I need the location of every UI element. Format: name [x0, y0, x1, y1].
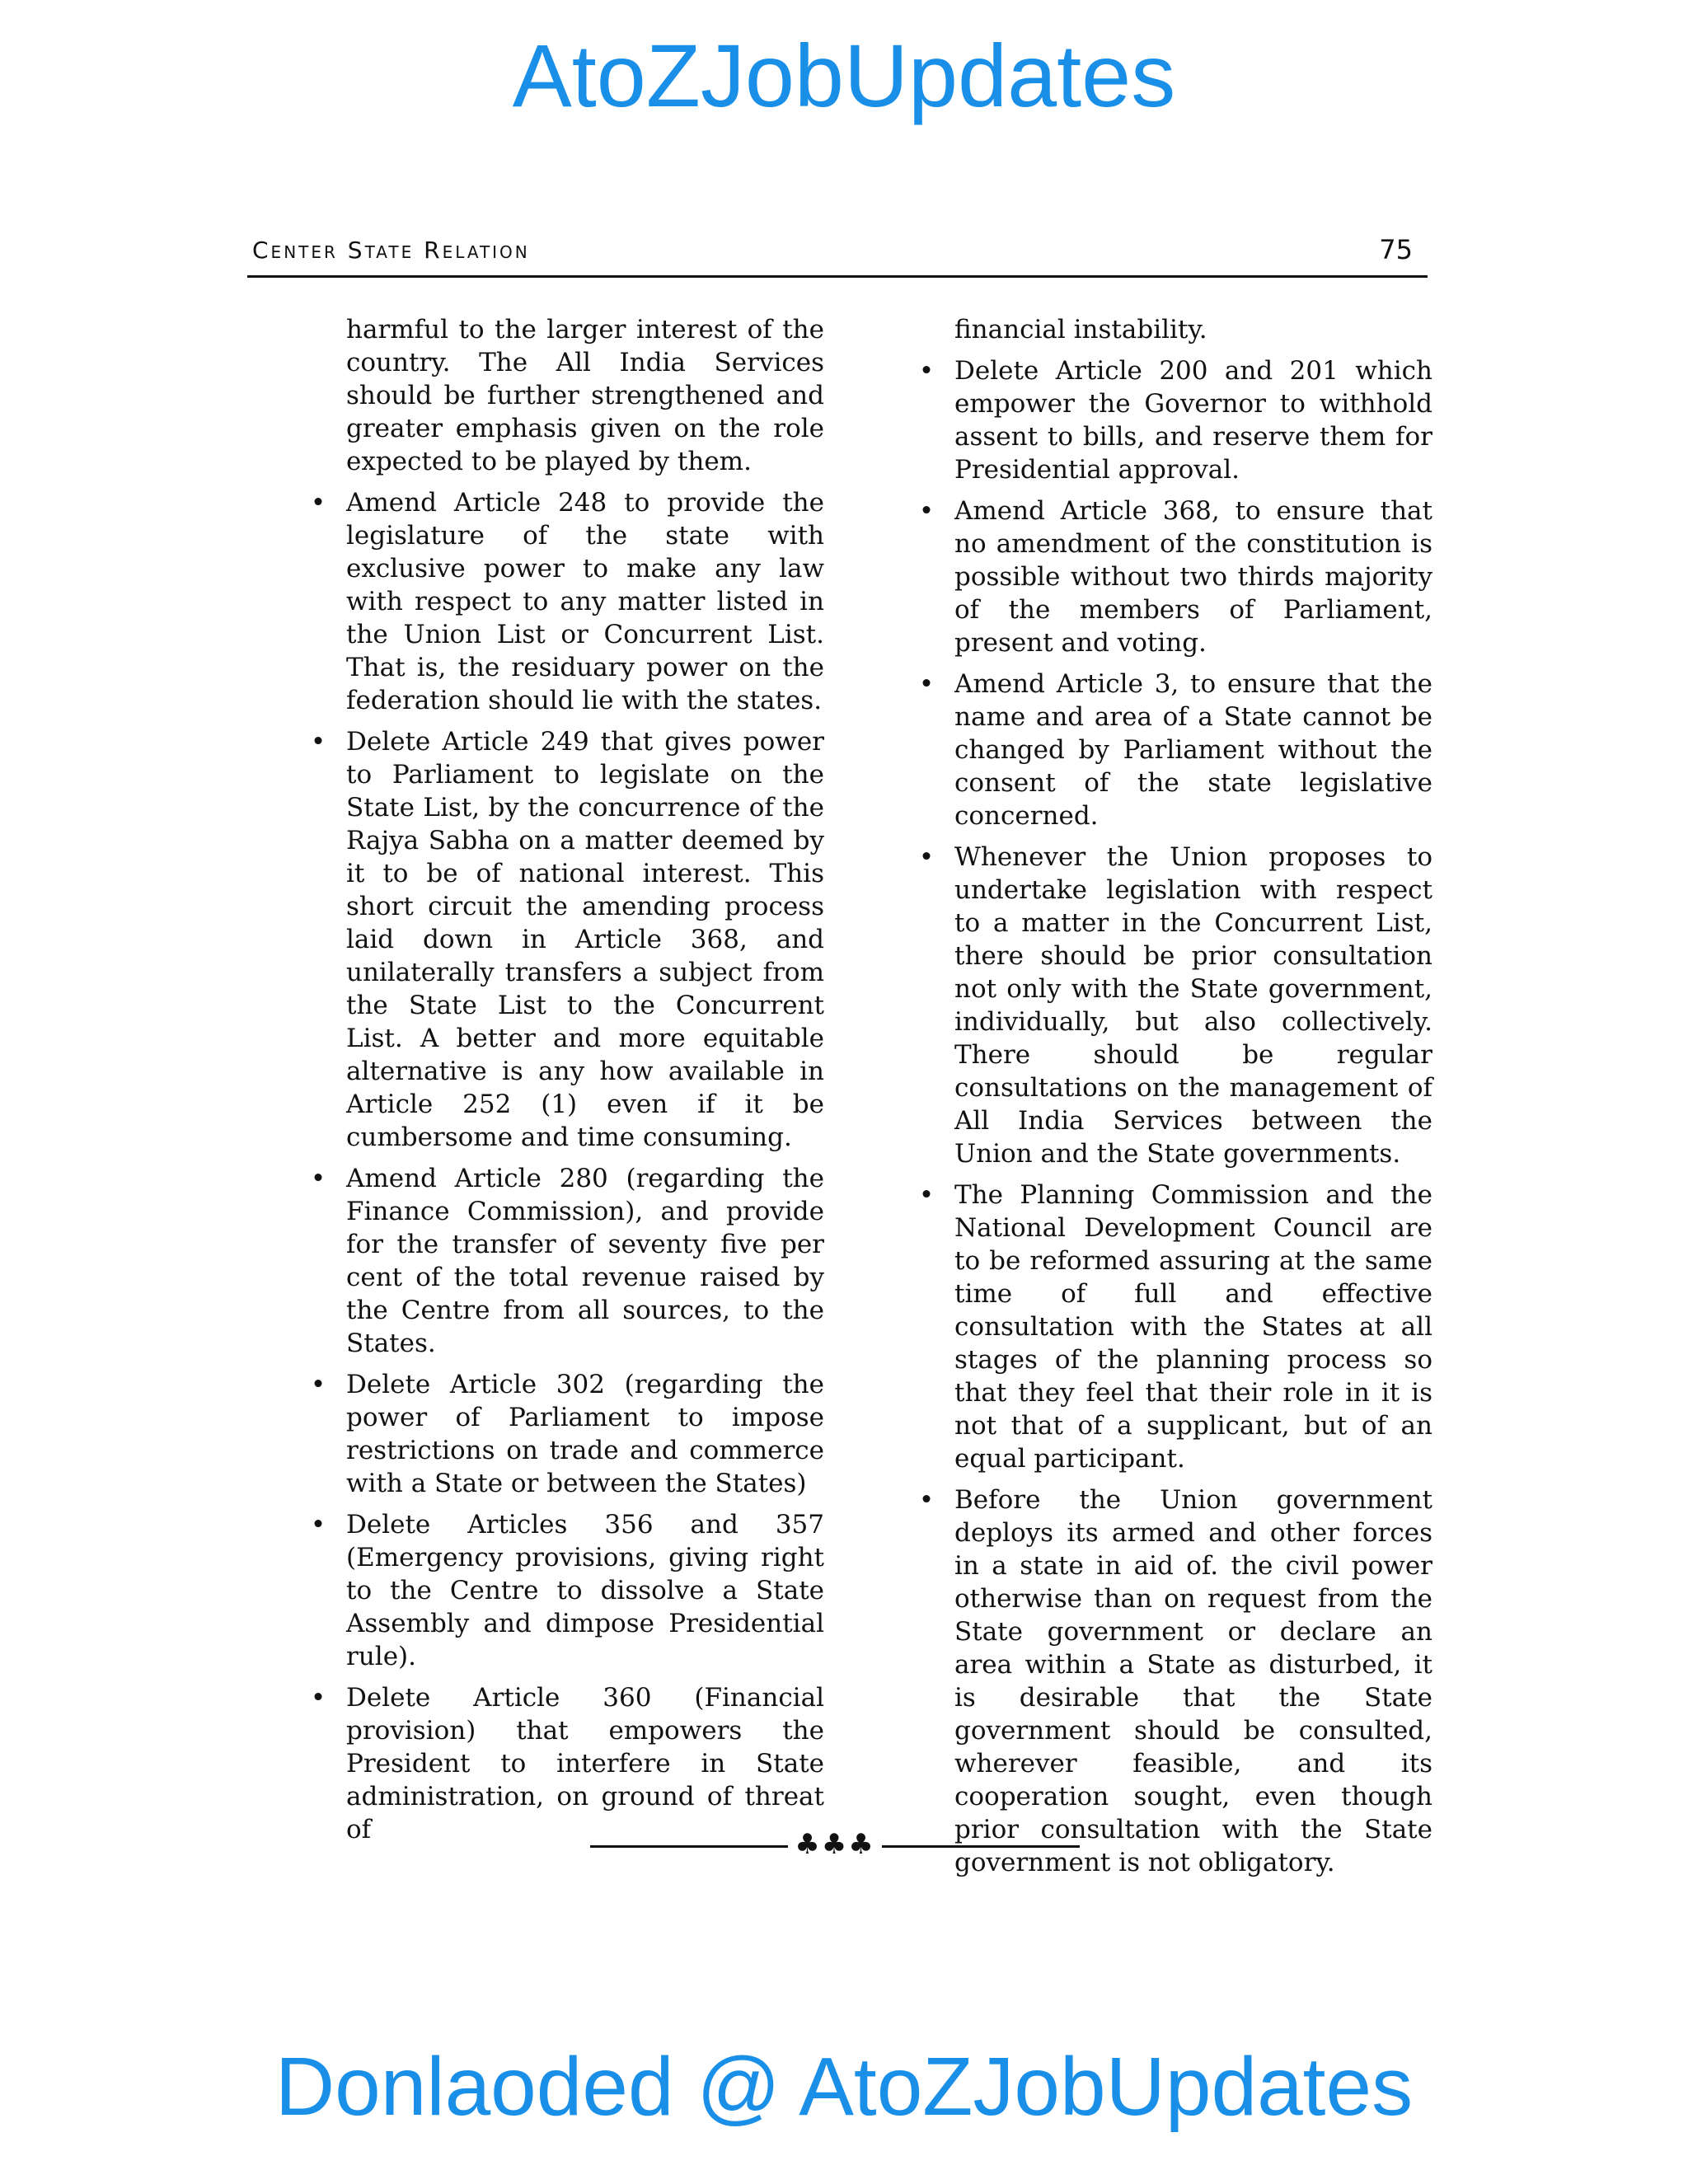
list-item-text: Amend Article 248 to provide the legislature of the state with exclusive power to make any law with respect to any matter listed in the Union List or Concurrent List. That is, the residuary power on the federation should lie with the states. — [346, 488, 824, 715]
bullet-icon: • — [310, 1510, 326, 1540]
list-item-text: Amend Article 280 (regarding the Finance Commission), and provide for the transfer of seventy five per cent of the total revenue raised by the Centre from all sources, to the States. — [346, 1164, 824, 1358]
list-item — [310, 1681, 824, 1846]
bullet-icon: • — [310, 1370, 326, 1399]
list-item-text: Delete Article 249 that gives power to Parliament to legislate on the State List, by the concurrence of the Rajya Sabha on a matter deemed by it to be of national interest. This short circuit the amending process laid down in Article 368, and unilaterally transfers a subject from the State List to the Concurrent List. A better and more equitable alternative is any how available in Article 252 (1) even if it be cumbersome and time consuming. — [346, 727, 824, 1152]
list-item — [918, 1483, 1432, 1879]
list-item — [918, 1179, 1432, 1475]
list-item — [918, 354, 1432, 486]
list-item-text: Amend Article 3, to ensure that the name and area of a State cannot be changed by Parliament without the consent of the state legislative concerned. — [954, 669, 1432, 831]
running-head — [247, 229, 1428, 278]
bullet-icon: • — [918, 1485, 935, 1515]
bullet-icon: • — [918, 842, 935, 872]
watermark-top: AtoZJobUpdates — [512, 26, 1176, 125]
divider-left — [590, 1845, 788, 1848]
list-item — [918, 668, 1432, 832]
bullet-icon: • — [310, 1164, 326, 1193]
bullet-icon: • — [918, 496, 935, 526]
list-item — [918, 494, 1432, 659]
list-item — [310, 1368, 824, 1500]
list-item — [310, 1162, 824, 1360]
continued-paragraph: financial instability. — [954, 315, 1207, 344]
list-item — [918, 841, 1432, 1170]
bullet-list — [310, 486, 824, 1846]
bullet-icon: • — [918, 356, 935, 386]
divider-right — [882, 1845, 1080, 1848]
list-item-text: Amend Article 368, to ensure that no amendment of the constitution is possible without two thirds majority of the members of Parliament, present and voting. — [954, 496, 1432, 658]
bullet-icon: • — [918, 669, 935, 699]
list-item — [310, 1508, 824, 1673]
bullet-icon: • — [310, 1683, 326, 1713]
list-item-text: Delete Articles 356 and 357 (Emergency provisions, giving right to the Centre to dissolve a State Assembly and dimpose Presidential rule). — [346, 1510, 824, 1671]
list-item-text: Whenever the Union proposes to undertake legislation with respect to a matter in the Concurrent List, there should be prior consultation not only with the State government, individually, but also collectively. There should be regular consultations on the management of All India Services between the Union and the State governments. — [954, 842, 1432, 1169]
list-item — [310, 486, 824, 717]
list-item — [310, 725, 824, 1154]
list-item-text: Delete Article 200 and 201 which empower the Governor to withhold assent to bills, and reserve them for Presidential approval. — [954, 356, 1432, 485]
section-title: Center State Relation — [252, 237, 530, 264]
left-column — [310, 313, 824, 1846]
bullet-icon: • — [310, 727, 326, 757]
bullet-icon: • — [918, 1180, 935, 1210]
watermark-bottom: Donlaoded @ AtoZJobUpdates — [274, 2041, 1414, 2133]
page-number: 75 — [1379, 234, 1413, 265]
bullet-icon: • — [310, 488, 326, 518]
continued-paragraph: harmful to the larger interest of the country. The All India Services should be further strengthened and greater emphasis given on the role expected to be played by them. — [346, 315, 824, 476]
list-item-text: Before the Union government deploys its armed and other forces in a state in aid of. the civil power otherwise than on request from the State government or declare an area within a State as disturbed, it is desirable that the State government should be consulted, wherever feasible, and its cooperation sought, even though prior consultation with the State government is not obligatory. — [954, 1485, 1432, 1877]
end-of-chapter-ornament — [590, 1828, 1080, 1861]
right-column — [918, 313, 1432, 1879]
list-item-text: Delete Article 302 (regarding the power of Parliament to impose restrictions on trade and commerce with a State or between the States) — [346, 1370, 824, 1498]
list-item-text: Delete Article 360 (Financial provision) that empowers the President to interfere in State administration, on ground of threat of — [346, 1683, 824, 1844]
bullet-list — [918, 354, 1432, 1879]
clubs-icon: ♣♣♣ — [795, 1828, 875, 1861]
list-item-text: The Planning Commission and the National Development Council are to be reformed assuring at the same time of full and effective consultation with the States at all stages of the planning process so that they feel that their role in it is not that of a supplicant, but of an equal participant. — [954, 1180, 1432, 1474]
